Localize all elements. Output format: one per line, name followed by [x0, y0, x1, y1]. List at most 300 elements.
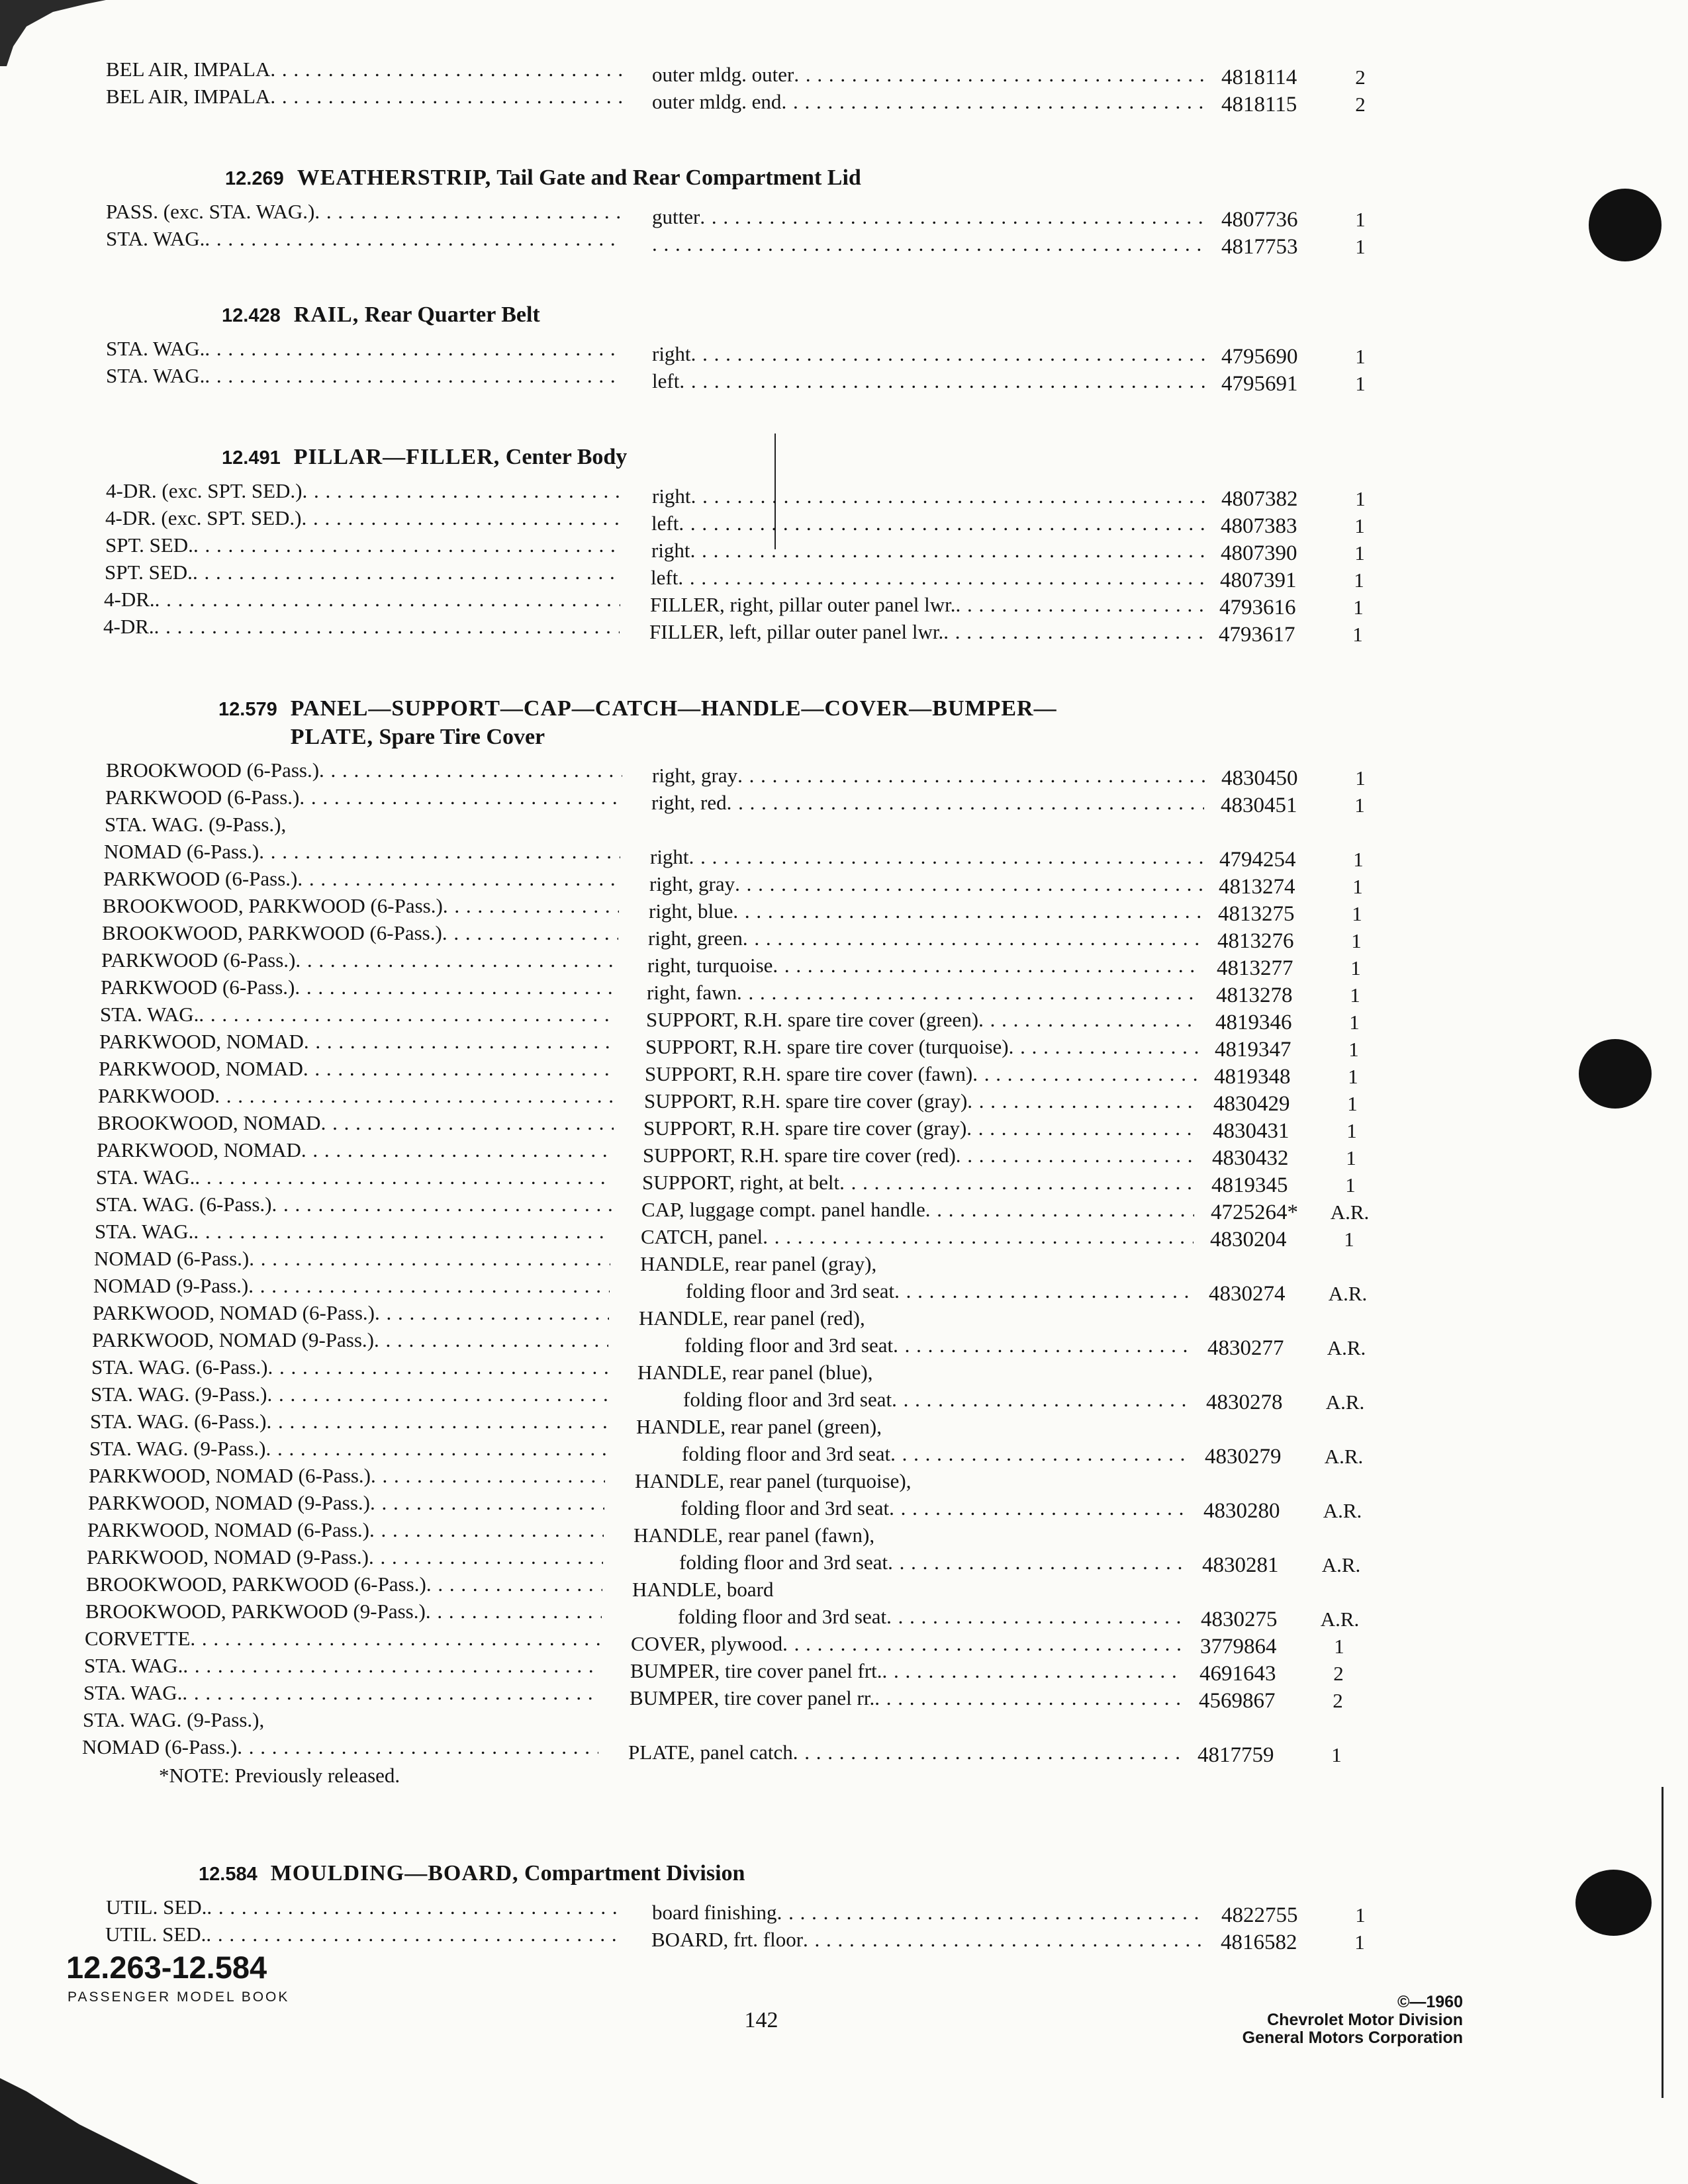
section-title-main: PILLAR—FILLER,: [293, 445, 500, 469]
model-cell: [106, 336, 622, 362]
model-cell: [103, 893, 619, 919]
leader-dots: [301, 505, 622, 531]
leader-dots: [882, 1658, 1183, 1684]
part-number: 4807383: [1221, 514, 1297, 538]
part-number: 4795691: [1221, 372, 1298, 396]
leader-dots: [735, 871, 1202, 897]
quantity: 1: [1355, 208, 1366, 231]
description-cell: [637, 1387, 1190, 1413]
leader-dots: [690, 537, 1204, 564]
model-leader: [89, 1463, 605, 1489]
model-leader: [106, 199, 622, 225]
description-text: HANDLE, rear panel (gray),: [640, 1252, 877, 1275]
model-cell: [104, 586, 620, 613]
model-leader: [98, 1083, 614, 1109]
description-leader: [652, 483, 1205, 510]
description-cell: [635, 1441, 1188, 1467]
model-cell: [106, 83, 622, 110]
model-text: NOMAD (6-Pass.): [82, 1735, 238, 1758]
division-name: Chevrolet Motor Division: [1267, 2011, 1463, 2029]
quantity: 1: [1344, 1228, 1354, 1251]
leader-dots: [966, 1115, 1196, 1142]
description-cell: [643, 1115, 1196, 1142]
leader-dots: [369, 1544, 603, 1570]
quantity: 1: [1349, 1011, 1360, 1034]
description-text: right, gray: [652, 764, 738, 787]
description-cell: [646, 1007, 1199, 1033]
description-cell: [651, 565, 1203, 591]
model-text: NOMAD (9-Pass.): [93, 1274, 249, 1297]
model-cell: [85, 1625, 601, 1652]
description-cell: [643, 1142, 1196, 1169]
section-number: 12.579: [218, 699, 277, 720]
description-cell: [642, 1169, 1195, 1196]
part-number: 4830429: [1213, 1092, 1290, 1116]
description-text: HANDLE, rear panel (fawn),: [633, 1524, 875, 1547]
description-text: gutter: [652, 205, 700, 228]
description-cell: [651, 537, 1204, 564]
description-cell: [645, 1061, 1197, 1087]
leader-dots: [700, 204, 1205, 230]
model-cell: [89, 1435, 606, 1462]
model-leader: [85, 1598, 602, 1625]
model-text: SPT. SED.: [105, 561, 193, 584]
section-title-sub: Center Body: [505, 445, 628, 469]
description-cell: [639, 1305, 1192, 1332]
leader-dots: [190, 1625, 601, 1652]
model-leader: [90, 1408, 606, 1435]
model-leader: [96, 1164, 612, 1191]
page-number: 142: [744, 2008, 778, 2032]
model-leader: [106, 478, 622, 504]
description-leader: [632, 1604, 1184, 1630]
part-number: 4813277: [1217, 956, 1293, 980]
leader-dots: [839, 1169, 1195, 1196]
description-cell: [652, 1899, 1205, 1926]
quantity: 1: [1350, 956, 1361, 979]
leader-dots: [978, 1007, 1199, 1033]
leader-dots: [426, 1598, 602, 1625]
description-text: SUPPORT, R.H. spare tire cover (gray): [643, 1116, 967, 1140]
part-number: 4817753: [1221, 235, 1298, 259]
description-cell: [648, 925, 1201, 952]
leader-dots: [793, 1739, 1181, 1766]
part-number: 4830277: [1207, 1336, 1284, 1360]
leader-dots: [266, 1408, 606, 1435]
model-leader: [105, 1921, 622, 1948]
model-text: BROOKWOOD, PARKWOOD (6-Pass.): [103, 894, 443, 917]
section-number: 12.428: [222, 305, 281, 326]
section-heading: [222, 443, 627, 472]
footnote: *NOTE: Previously released.: [159, 1764, 400, 1787]
description-text: folding floor and 3rd seat: [680, 1496, 890, 1520]
leader-dots: [893, 1332, 1191, 1359]
description-cell: [640, 1251, 1193, 1277]
description-leader: [633, 1549, 1186, 1576]
model-leader: [87, 1517, 604, 1543]
book-title: PASSENGER MODEL BOOK: [68, 1989, 290, 2005]
leader-dots: [374, 1327, 608, 1353]
leader-dots: [319, 757, 622, 784]
description-text: SUPPORT, R.H. spare tire cover (red): [643, 1144, 956, 1167]
description-text: folding floor and 3rd seat: [678, 1605, 887, 1628]
quantity: 1: [1334, 1635, 1344, 1658]
leader-dots: [972, 1061, 1197, 1087]
quantity: 1: [1352, 902, 1362, 925]
leader-dots: [370, 1490, 604, 1516]
part-number: 4830431: [1213, 1119, 1289, 1143]
description-cell: [647, 952, 1200, 979]
model-leader: [105, 505, 622, 531]
leader-dots: [237, 1734, 598, 1760]
model-cell: [106, 1894, 622, 1921]
model-leader: [106, 83, 622, 110]
model-text: 4-DR. (exc. SPT. SED.): [105, 506, 302, 529]
model-text: STA. WAG. (6-Pass.): [95, 1193, 272, 1216]
description-leader: [638, 1332, 1191, 1359]
description-text: left: [652, 369, 680, 392]
part-number: 4830274: [1209, 1282, 1286, 1306]
model-cell: [97, 1137, 613, 1163]
model-text: BEL AIR, IMPALA: [106, 58, 271, 81]
description-leader: [641, 1197, 1194, 1223]
model-leader: [91, 1381, 607, 1408]
binder-hole-bottom: [1575, 1870, 1652, 1936]
model-text: PARKWOOD, NOMAD: [99, 1030, 304, 1053]
leader-dots: [375, 1300, 609, 1326]
quantity: 1: [1355, 766, 1366, 790]
model-cell: [101, 947, 618, 974]
model-cell: [82, 1734, 598, 1760]
right-edge-line: [1662, 1787, 1664, 2098]
leader-dots: [874, 1685, 1182, 1711]
leader-dots: [691, 483, 1205, 510]
part-number: 4807391: [1220, 569, 1297, 592]
description-text: right, blue: [649, 899, 733, 923]
model-text: PARKWOOD, NOMAD (6-Pass.): [89, 1464, 371, 1487]
description-leader: [645, 1034, 1198, 1060]
model-cell: [99, 1056, 615, 1082]
leader-dots: [781, 89, 1205, 115]
description-leader: [641, 1224, 1194, 1250]
leader-dots: [886, 1604, 1184, 1630]
model-leader: [97, 1137, 613, 1163]
description-cell: [645, 1034, 1198, 1060]
description-leader: [649, 898, 1201, 925]
section-title-sub: Spare Tire Cover: [379, 725, 545, 749]
quantity: 1: [1346, 1119, 1357, 1142]
publisher-block: [1243, 1993, 1463, 2047]
model-text: PASS. (exc. STA. WAG.): [106, 200, 315, 223]
model-text: PARKWOOD (6-Pass.): [105, 786, 300, 809]
model-leader: [105, 784, 622, 811]
model-leader: [104, 586, 620, 613]
description-leader: [652, 62, 1205, 88]
description-cell: [637, 1359, 1190, 1386]
leader-dots: [1009, 1034, 1198, 1060]
description-text: HANDLE, rear panel (red),: [639, 1306, 865, 1330]
quantity: A.R.: [1320, 1608, 1360, 1631]
model-text: STA. WAG. (9-Pass.): [91, 1383, 267, 1406]
description-text: folding floor and 3rd seat: [683, 1388, 892, 1411]
leader-dots: [249, 1246, 610, 1272]
description-cell: [650, 844, 1203, 870]
description-cell: [631, 1631, 1184, 1657]
quantity: 1: [1331, 1743, 1342, 1766]
model-leader: [85, 1625, 601, 1652]
part-number: 4793617: [1219, 623, 1295, 647]
quantity: 1: [1355, 487, 1366, 510]
model-text: STA. WAG.: [106, 227, 205, 250]
model-cell: [99, 1028, 616, 1055]
description-leader: [652, 89, 1205, 115]
model-leader: [106, 363, 622, 389]
model-text: STA. WAG.: [106, 364, 205, 387]
description-leader: [651, 565, 1203, 591]
model-cell: [88, 1490, 604, 1516]
description-text: SUPPORT, right, at belt: [642, 1171, 840, 1194]
part-number: 4819348: [1214, 1065, 1291, 1089]
description-text: HANDLE, board: [632, 1578, 774, 1601]
description-cell: [633, 1549, 1186, 1576]
leader-dots: [678, 565, 1203, 591]
description-text: right: [650, 845, 689, 868]
section-title-main: PANEL—SUPPORT—CAP—CATCH—HANDLE—COVER—BUMPER—: [290, 696, 1057, 721]
leader-dots: [321, 1110, 614, 1136]
leader-dots: [426, 1571, 602, 1598]
leader-dots: [182, 1680, 600, 1706]
leader-dots: [691, 341, 1205, 367]
leader-dots: [205, 336, 622, 362]
model-leader: [82, 1734, 598, 1760]
leader-dots: [679, 368, 1205, 394]
description-text: PLATE, panel catch: [628, 1741, 793, 1764]
leader-dots: [302, 478, 622, 504]
quantity: 1: [1354, 541, 1365, 565]
description-leader: [649, 619, 1202, 645]
description-cell: [628, 1739, 1181, 1766]
model-text: PARKWOOD, NOMAD: [97, 1138, 301, 1161]
model-cell: [86, 1571, 602, 1598]
model-leader: [91, 1354, 608, 1381]
description-text: right, red: [651, 791, 727, 814]
model-text: BROOKWOOD, PARKWOOD (9-Pass.): [85, 1600, 426, 1623]
description-cell: [649, 619, 1202, 645]
leader-dots: [890, 1441, 1188, 1467]
part-number: 4569867: [1199, 1689, 1276, 1713]
model-text: STA. WAG. (9-Pass.),: [105, 813, 287, 836]
model-leader: [92, 1327, 608, 1353]
model-leader: [106, 336, 622, 362]
description-text: BUMPER, tire cover panel frt.: [630, 1659, 882, 1682]
description-text: BOARD, frt. floor: [651, 1928, 804, 1951]
description-text: SUPPORT, R.H. spare tire cover (green): [646, 1008, 979, 1031]
leader-dots: [773, 952, 1200, 979]
quantity: 1: [1355, 1903, 1366, 1927]
model-text: PARKWOOD, NOMAD (6-Pass.): [93, 1301, 375, 1324]
description-text: COVER, plywood: [631, 1632, 783, 1655]
description-leader: [637, 1387, 1190, 1413]
part-number: 4795690: [1221, 345, 1298, 369]
section-heading: [199, 1860, 745, 1888]
model-leader: [94, 1246, 610, 1272]
description-text: HANDLE, rear panel (turquoise),: [635, 1469, 912, 1492]
part-number: 4830451: [1221, 794, 1297, 817]
description-leader: [648, 925, 1201, 952]
model-leader: [103, 893, 619, 919]
model-cell: [95, 1191, 612, 1218]
quantity: 1: [1350, 983, 1360, 1007]
model-cell: [106, 199, 622, 225]
leader-dots: [652, 231, 1205, 257]
leader-dots: [199, 1001, 616, 1028]
leader-dots: [777, 1899, 1205, 1926]
model-leader: [95, 1191, 612, 1218]
description-cell: [647, 979, 1199, 1006]
quantity: A.R.: [1321, 1553, 1361, 1576]
model-text: PARKWOOD (6-Pass.): [101, 948, 296, 972]
leader-dots: [259, 839, 620, 865]
leader-dots: [679, 510, 1204, 537]
model-cell: [83, 1680, 600, 1706]
model-text: UTIL. SED.: [106, 1895, 207, 1919]
description-text: folding floor and 3rd seat: [682, 1442, 891, 1465]
part-number: 4819347: [1215, 1038, 1291, 1062]
quantity: A.R.: [1327, 1336, 1366, 1359]
quantity: 1: [1351, 929, 1362, 952]
leader-dots: [304, 1028, 616, 1055]
description-cell: [652, 483, 1205, 510]
model-cell: [91, 1354, 608, 1381]
leader-dots: [894, 1278, 1192, 1304]
model-leader: [89, 1435, 606, 1462]
description-leader: [651, 537, 1204, 564]
quantity: 1: [1347, 1092, 1358, 1115]
model-text: STA. WAG.: [84, 1654, 183, 1677]
model-leader: [106, 757, 622, 784]
part-number: 4807736: [1221, 208, 1298, 232]
model-text: STA. WAG.: [96, 1165, 195, 1189]
model-cell: [105, 1921, 622, 1948]
leader-dots: [295, 947, 618, 974]
leader-dots: [193, 532, 622, 559]
model-cell: [98, 1083, 614, 1109]
leader-dots: [265, 1435, 606, 1462]
description-text: folding floor and 3rd seat: [679, 1551, 888, 1574]
description-leader: [639, 1278, 1192, 1304]
part-number: 4691643: [1199, 1662, 1276, 1686]
model-leader: [105, 532, 622, 559]
description-leader: [647, 952, 1200, 979]
part-number: 4830450: [1221, 766, 1298, 790]
description-cell: [636, 1414, 1189, 1440]
model-cell: [93, 1300, 609, 1326]
section-title-main: RAIL,: [293, 302, 359, 327]
model-text: STA. WAG. (6-Pass.): [90, 1410, 267, 1433]
model-text: PARKWOOD, NOMAD (6-Pass.): [87, 1518, 369, 1541]
leader-dots: [267, 1354, 608, 1381]
model-text: PARKWOOD (6-Pass.): [101, 976, 295, 999]
description-text: SUPPORT, R.H. spare tire cover (turquoise): [645, 1035, 1009, 1058]
description-leader: [628, 1739, 1181, 1766]
page-corner-shadow-bottom: [0, 2065, 199, 2184]
description-cell: [652, 341, 1205, 367]
quantity: A.R.: [1325, 1390, 1365, 1414]
model-text: BROOKWOOD, NOMAD: [97, 1111, 321, 1134]
quantity: 1: [1354, 1931, 1365, 1954]
leader-dots: [270, 83, 622, 110]
leader-dots: [889, 1495, 1187, 1522]
model-leader: [102, 920, 618, 946]
leader-dots: [892, 1387, 1190, 1413]
description-leader: [652, 231, 1205, 257]
model-cell: [106, 757, 622, 784]
model-leader: [93, 1300, 609, 1326]
model-cell: [95, 1218, 611, 1245]
section-number: 12.269: [225, 168, 284, 189]
model-cell: [92, 1327, 608, 1353]
model-text: STA. WAG.: [106, 337, 205, 360]
leader-dots: [193, 1218, 611, 1245]
leader-dots: [967, 1088, 1197, 1115]
leader-dots: [214, 1083, 614, 1109]
leader-dots: [205, 363, 622, 389]
part-number: 4830432: [1212, 1146, 1289, 1170]
model-cell: [105, 811, 621, 838]
quantity: 1: [1345, 1173, 1356, 1197]
description-text: CATCH, panel: [641, 1225, 763, 1248]
model-text: PARKWOOD (6-Pass.): [103, 867, 298, 890]
description-cell: [632, 1604, 1184, 1630]
model-cell: [105, 559, 621, 586]
leader-dots: [195, 1164, 612, 1191]
model-leader: [105, 559, 621, 586]
section-title-main: WEATHERSTRIP,: [297, 165, 492, 190]
model-cell: [101, 974, 617, 1001]
description-text: FILLER, right, pillar outer panel lwr.: [650, 593, 956, 616]
leader-dots: [733, 898, 1201, 925]
leader-dots: [737, 762, 1205, 789]
description-cell: [635, 1468, 1188, 1494]
leader-dots: [155, 586, 620, 613]
section-title-sub: Tail Gate and Rear Compartment Lid: [496, 165, 861, 190]
leader-dots: [206, 1921, 622, 1948]
leader-dots: [193, 559, 621, 586]
model-leader: [97, 1110, 614, 1136]
part-number: 4813274: [1219, 875, 1295, 899]
section-number: 12.584: [199, 1864, 258, 1885]
model-text: BROOKWOOD, PARKWOOD (6-Pass.): [102, 921, 442, 944]
leader-dots: [154, 614, 620, 640]
description-text: BUMPER, tire cover panel rr.: [630, 1686, 875, 1709]
model-text: STA. WAG.: [95, 1220, 194, 1243]
model-text: STA. WAG. (6-Pass.): [91, 1355, 268, 1379]
quantity: 1: [1353, 596, 1364, 619]
description-cell: [644, 1088, 1197, 1115]
model-cell: [103, 614, 620, 640]
model-text: STA. WAG.: [83, 1681, 183, 1704]
quantity: 1: [1355, 345, 1366, 368]
part-number: 4818115: [1221, 93, 1297, 116]
leader-dots: [371, 1463, 605, 1489]
leader-dots: [737, 979, 1199, 1006]
description-text: right, fawn: [647, 981, 737, 1004]
description-leader: [652, 762, 1205, 789]
description-text: board finishing: [652, 1901, 777, 1924]
description-cell: [651, 510, 1204, 537]
description-leader: [647, 979, 1199, 1006]
model-text: STA. WAG. (9-Pass.): [89, 1437, 266, 1460]
